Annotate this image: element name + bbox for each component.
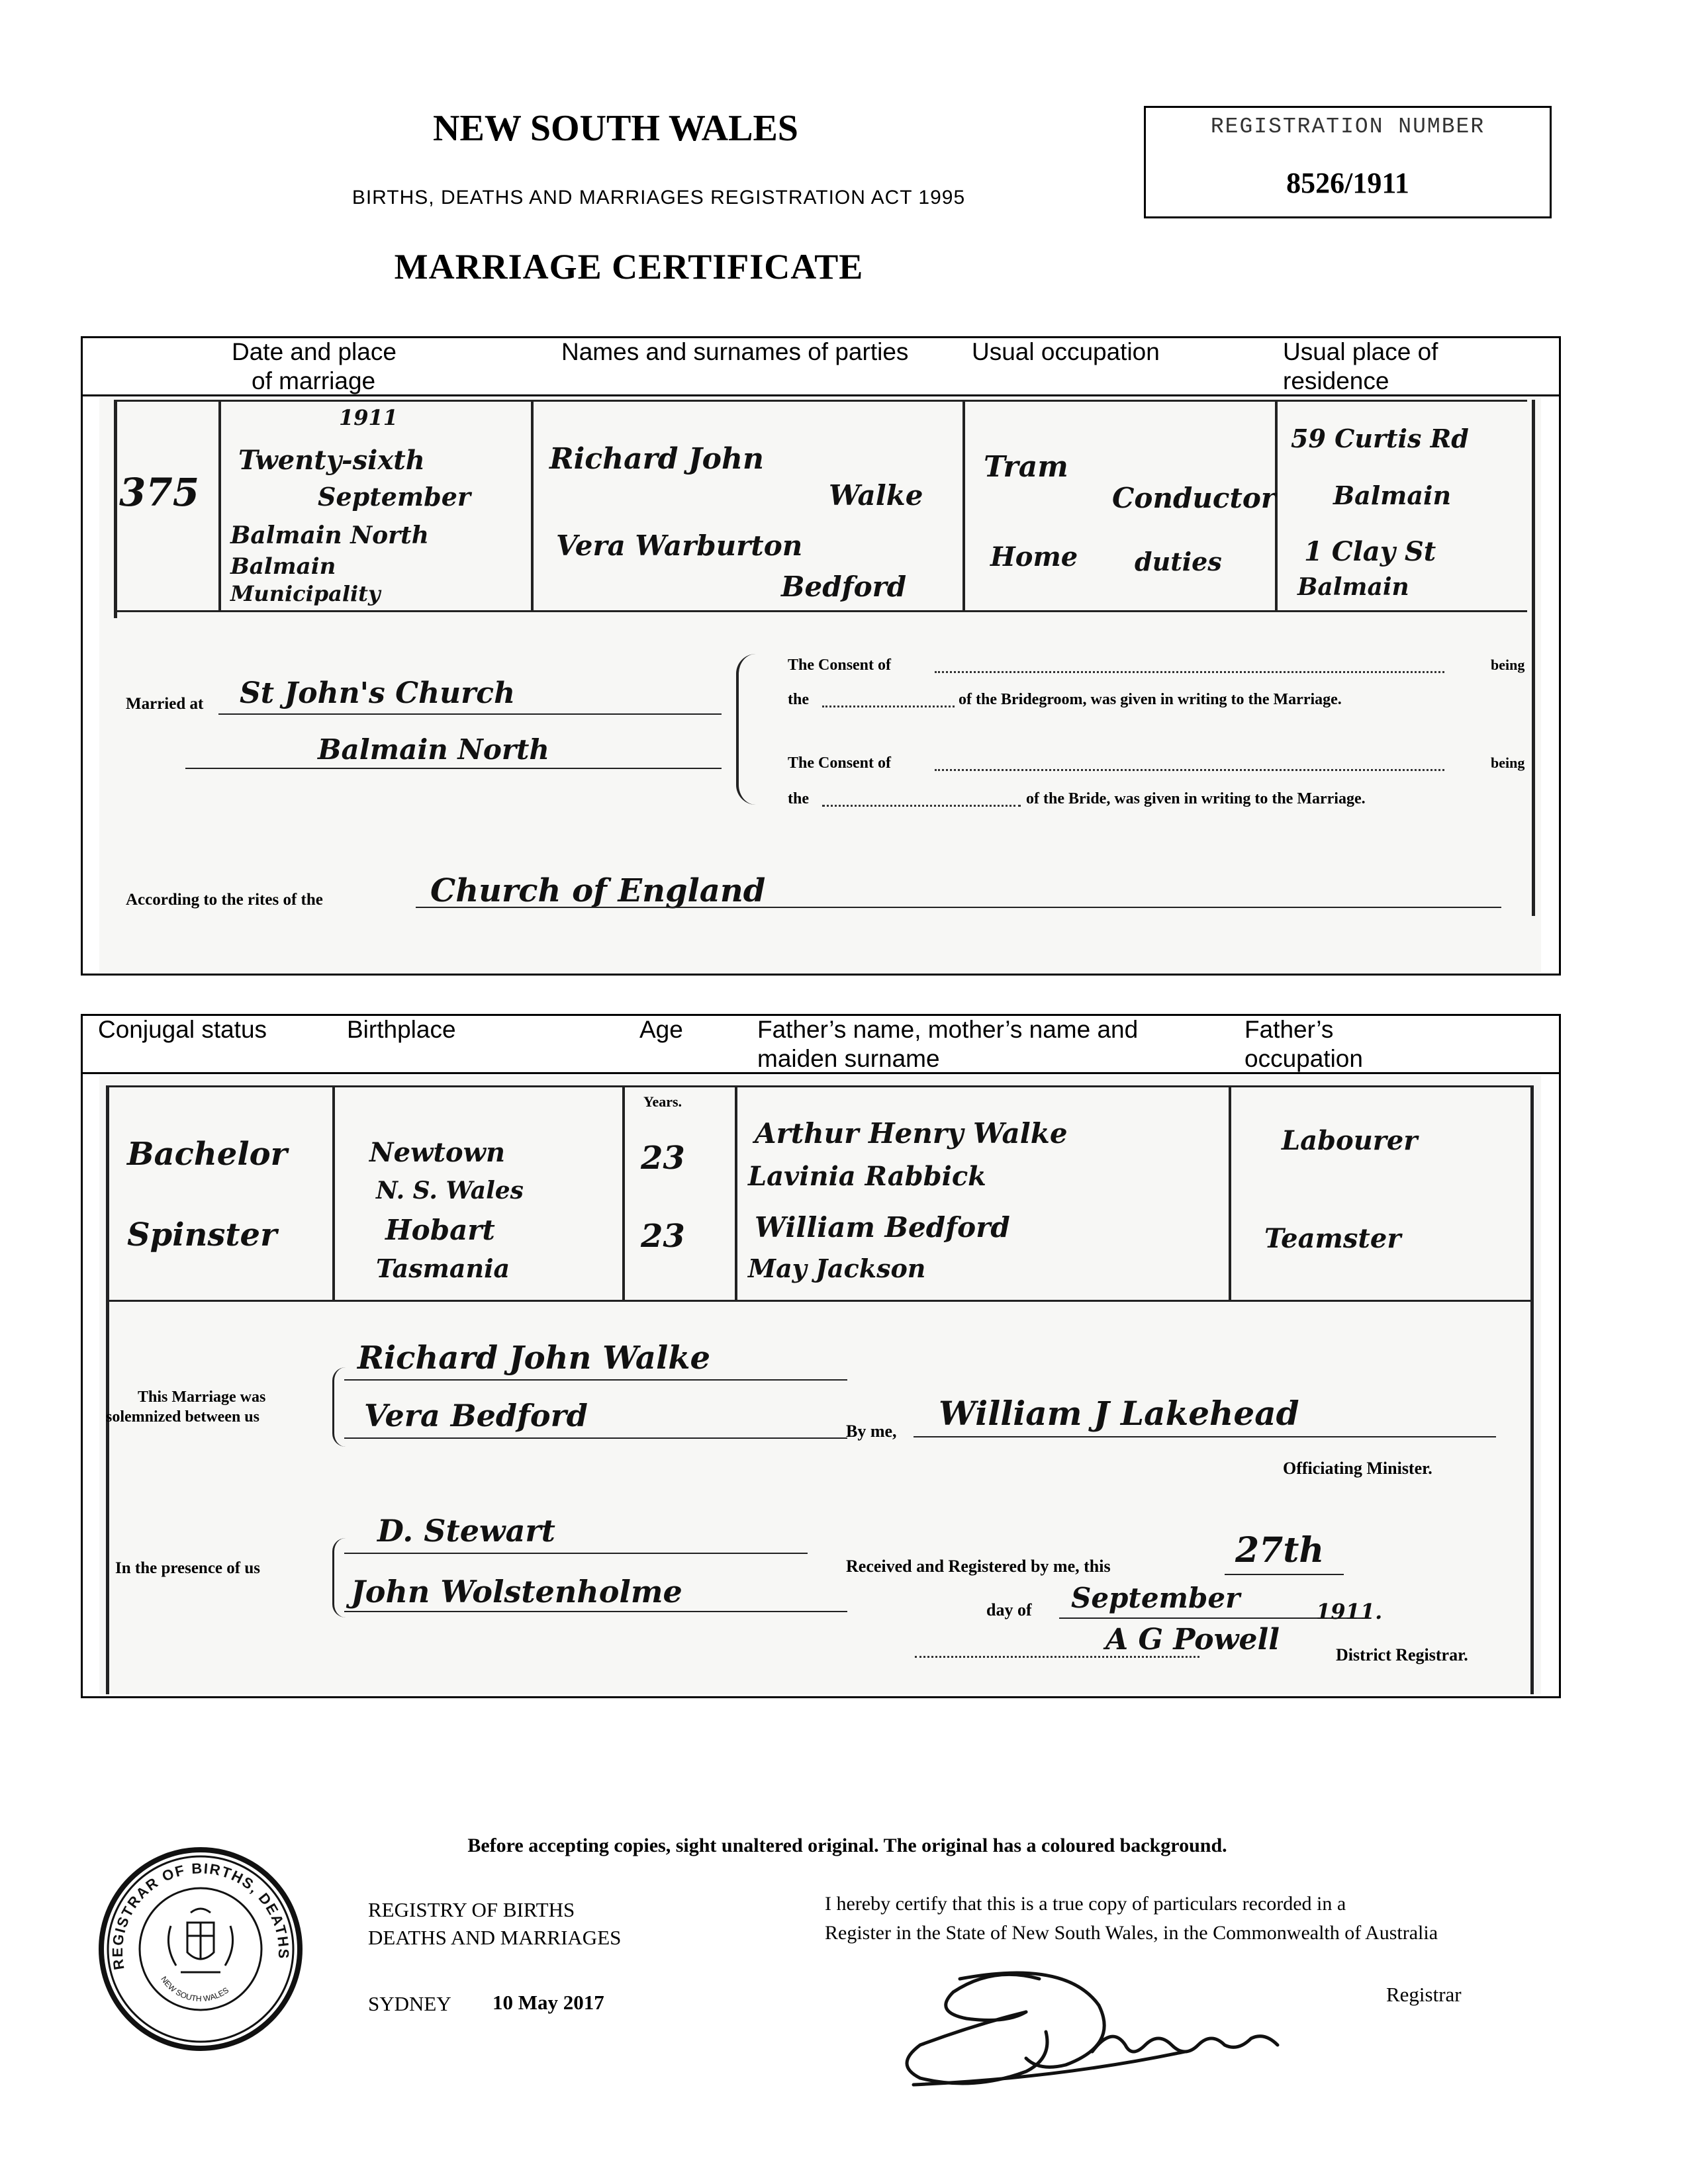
groom-name-1: Richard John	[549, 442, 764, 476]
solemnized-label-1: This Marriage was	[138, 1388, 266, 1406]
bride-birthplace-2: Tasmania	[376, 1253, 510, 1283]
register-scan-1	[99, 397, 1541, 973]
bride-name-2: Bedford	[781, 570, 907, 603]
col-names-header: Names and surnames of parties	[561, 338, 909, 365]
groom-father: Arthur Henry Walke	[755, 1117, 1068, 1150]
bride-status: Spinster	[127, 1216, 277, 1253]
received-day: 27th	[1235, 1530, 1325, 1570]
col-parents-line2: maiden surname	[757, 1045, 940, 1072]
bride-residence-2: Balmain	[1297, 573, 1409, 601]
solemnized-label-2: solemnized between us	[106, 1408, 259, 1426]
presence-brace	[332, 1538, 348, 1617]
registrar-label: Registrar	[1386, 1983, 1462, 2006]
consent1-the: the	[788, 691, 809, 708]
received-label: Received and Registered by me, this	[846, 1557, 1111, 1576]
groom-mother: Lavinia Rabbick	[748, 1161, 986, 1192]
col-father-occ-line2: occupation	[1244, 1045, 1363, 1072]
coat-of-arms-icon	[168, 1909, 232, 1972]
authenticity-notice: Before accepting copies, sight unaltered original. The original has a coloured background.	[467, 1835, 1227, 1856]
certify-line2: Register in the State of New South Wales, in the Commonwealth of Australia	[825, 1922, 1438, 1944]
col-date-place-header	[232, 338, 397, 396]
col-age-header: Age	[639, 1016, 683, 1043]
marriage-place-line3: Municipality	[230, 581, 381, 606]
received-year: 1911.	[1316, 1599, 1383, 1624]
consent2-text: of the Bride, was given in writing to the Marriage.	[1026, 790, 1366, 807]
issue-city: SYDNEY	[368, 1992, 451, 2015]
seal-inner-text: NEW SOUTH WALES	[159, 1974, 230, 2004]
registrar-signature-graphic	[894, 1952, 1304, 2098]
consent2-the: the	[788, 790, 809, 807]
years-label: Years.	[643, 1093, 682, 1110]
col-residence-header	[1283, 338, 1438, 396]
groom-name-2: Walke	[829, 479, 923, 512]
bride-father-occupation: Teamster	[1264, 1223, 1401, 1254]
marriage-date-line2: September	[318, 482, 471, 512]
registration-box	[1144, 106, 1552, 218]
svg-text:NEW SOUTH WALES	[159, 1975, 230, 2003]
groom-birthplace-2: N. S. Wales	[376, 1177, 524, 1205]
marriage-place-line2: Balmain	[230, 553, 336, 580]
col-parents-header	[757, 1015, 1138, 1073]
party-signature-2: Vera Bedford	[364, 1398, 588, 1433]
consent1-being: being	[1491, 657, 1525, 673]
rites-value: Church of England	[430, 872, 766, 909]
officiating-label: Officiating Minister.	[1283, 1459, 1432, 1478]
groom-father-occupation: Labourer	[1282, 1125, 1418, 1156]
bride-residence-1: 1 Clay St	[1304, 536, 1436, 567]
seal-ring-text: REGISTRAR OF BIRTHS, DEATHS	[109, 1860, 293, 1972]
groom-birthplace-1: Newtown	[369, 1137, 506, 1168]
groom-residence-2: Balmain	[1333, 480, 1452, 510]
groom-occupation-2: Conductor	[1112, 482, 1276, 514]
bride-occupation-2: duties	[1135, 547, 1222, 576]
bride-birthplace-1: Hobart	[385, 1214, 495, 1246]
consent2-being: being	[1491, 754, 1525, 771]
col-father-occ-header	[1244, 1015, 1363, 1073]
party-signature-1: Richard John Walke	[357, 1340, 711, 1377]
district-registrar-signature: A G Powell	[1105, 1623, 1280, 1657]
certificate-title: MARRIAGE CERTIFICATE	[394, 247, 864, 287]
consent-brace	[736, 654, 759, 805]
presence-label: In the presence of us	[115, 1559, 260, 1577]
bride-name-1: Vera Warburton	[556, 529, 803, 562]
groom-status: Bachelor	[127, 1136, 287, 1173]
svg-text:REGISTRAR OF BIRTHS, DEATHS AN	[98, 1846, 292, 1971]
received-month: September	[1071, 1582, 1241, 1614]
bride-age: 23	[641, 1218, 685, 1255]
marriage-year: 1911	[339, 405, 399, 430]
registrar-seal	[98, 1846, 303, 2052]
married-at-line1: St John's Church	[240, 676, 516, 710]
groom-occupation-1: Tram	[984, 450, 1068, 484]
rites-label: According to the rites of the	[126, 891, 323, 909]
married-at-line2: Balmain North	[318, 733, 549, 766]
col-date-place-line1: Date and place	[232, 338, 397, 365]
col-birthplace-header: Birthplace	[347, 1016, 456, 1043]
marriage-place-line1: Balmain North	[230, 522, 429, 549]
consent1-label: The Consent of	[788, 657, 892, 674]
register-scan-2	[99, 1076, 1541, 1694]
col-father-occ-line1: Father’s	[1244, 1016, 1334, 1043]
col-conjugal-header: Conjugal status	[98, 1016, 267, 1043]
district-registrar-label: District Registrar.	[1336, 1645, 1468, 1664]
day-of-label: day of	[986, 1600, 1032, 1619]
consent1-text: of the Bridegroom, was given in writing to the Marriage.	[959, 691, 1342, 708]
bride-father: William Bedford	[755, 1211, 1010, 1244]
act-title: BIRTHS, DEATHS AND MARRIAGES REGISTRATION ACT 1995	[352, 187, 966, 208]
col-date-place-line2: of marriage	[252, 367, 376, 394]
registry-line1: REGISTRY OF BIRTHS	[368, 1898, 575, 1921]
marriage-date-line1: Twenty-sixth	[238, 445, 425, 476]
married-at-label: Married at	[126, 695, 204, 713]
witness-2: John Wolstenholme	[351, 1574, 682, 1610]
groom-residence-1: 59 Curtis Rd	[1291, 424, 1469, 453]
by-me-label: By me,	[846, 1422, 897, 1441]
registration-label: REGISTRATION NUMBER	[1210, 114, 1485, 139]
bride-occupation-1: Home	[990, 541, 1078, 572]
entry-number: 375	[119, 470, 200, 515]
minister-signature: William J Lakehead	[939, 1394, 1299, 1433]
witness-1: D. Stewart	[377, 1513, 555, 1549]
consent2-label: The Consent of	[788, 754, 892, 772]
registrar-signature	[894, 1952, 1304, 2098]
bride-mother: May Jackson	[748, 1253, 926, 1283]
col-occupation-header: Usual occupation	[972, 338, 1160, 365]
seal-graphic	[98, 1846, 303, 2052]
state-title: NEW SOUTH WALES	[433, 108, 798, 149]
registry-line2: DEATHS AND MARRIAGES	[368, 1926, 622, 1949]
groom-age: 23	[641, 1140, 685, 1177]
registration-number: 8526/1911	[1286, 167, 1409, 199]
col-parents-line1: Father’s name, mother’s name and	[757, 1016, 1139, 1043]
certify-line1: I hereby certify that this is a true copy of particulars recorded in a	[825, 1893, 1346, 1915]
col-residence-line2: residence	[1283, 367, 1389, 394]
issue-date: 10 May 2017	[492, 1991, 604, 2014]
col-residence-line1: Usual place of	[1283, 338, 1438, 365]
